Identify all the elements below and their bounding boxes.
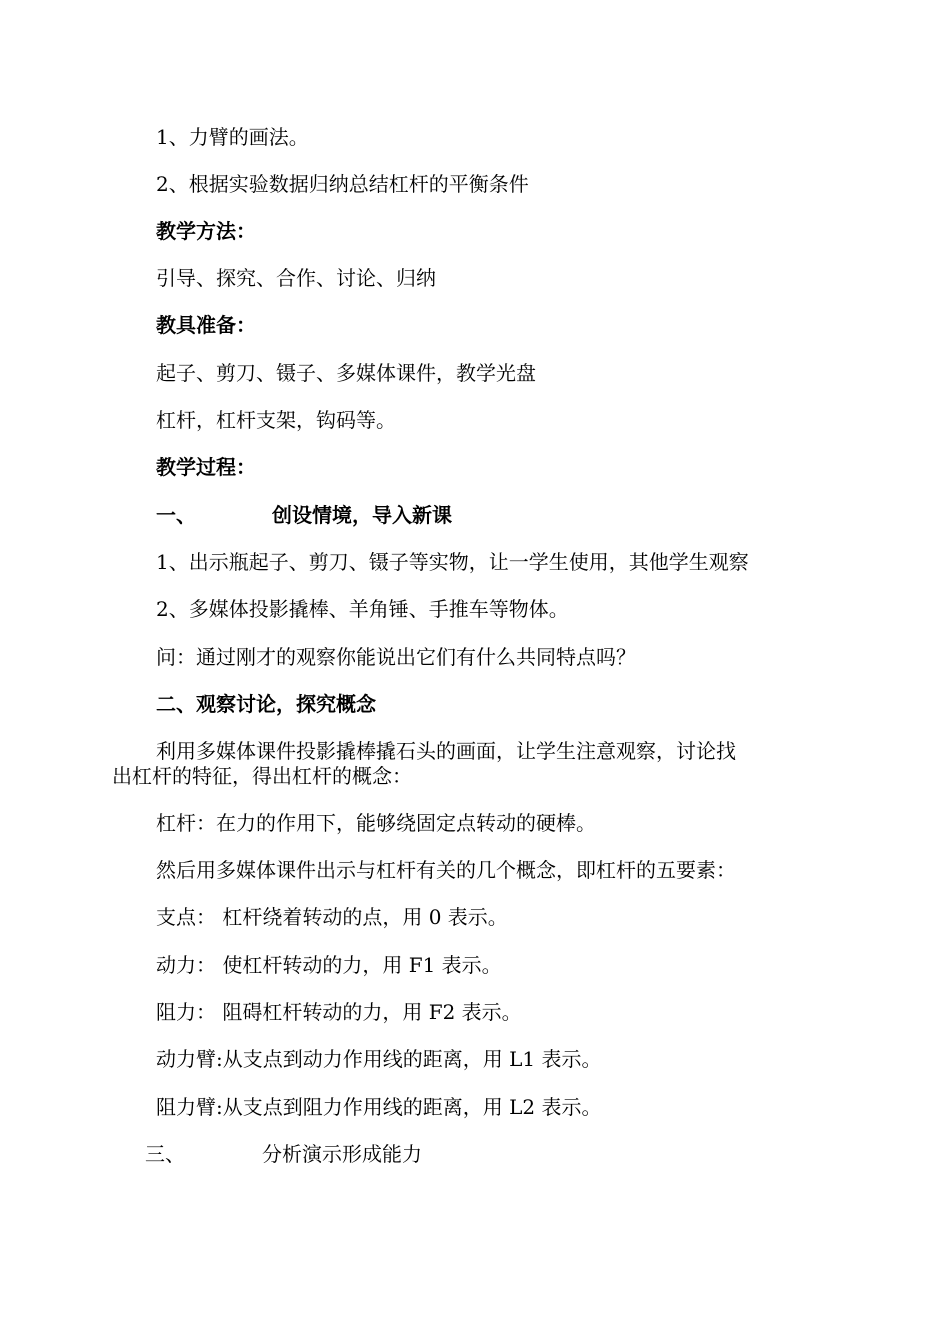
heading-teaching-aids: 教具准备： [156, 313, 256, 337]
paragraph-line-2: 出杠杆的特征，得出杠杆的概念： [112, 764, 412, 788]
text-line: 阻力臂:从支点到阻力作用线的距离，用 L2 表示。 [156, 1095, 602, 1119]
text-line: 动力臂:从支点到动力作用线的距离，用 L1 表示。 [156, 1047, 602, 1071]
section-one-number: 一、 [156, 503, 196, 527]
text-line: 2、根据实验数据归纳总结杠杆的平衡条件 [156, 172, 529, 196]
section-two-title: 二、观察讨论，探究概念 [156, 692, 376, 716]
section-three-title: 分析演示形成能力 [262, 1142, 422, 1166]
text-line: 支点： 杠杆绕着转动的点，用 0 表示。 [156, 905, 508, 929]
text-line: 1、力臂的画法。 [156, 125, 309, 149]
text-line: 杠杆：在力的作用下，能够绕固定点转动的硬棒。 [156, 811, 596, 835]
text-line: 阻力： 阻碍杠杆转动的力，用 F2 表示。 [156, 1000, 522, 1024]
text-line: 问：通过刚才的观察你能说出它们有什么共同特点吗？ [156, 645, 636, 669]
paragraph-line-1: 利用多媒体课件投影撬棒撬石头的画面，让学生注意观察，讨论找 [156, 739, 736, 763]
text-line: 2、多媒体投影撬棒、羊角锤、手推车等物体。 [156, 597, 569, 621]
section-three-number: 三、 [145, 1142, 185, 1166]
text-line: 引导、探究、合作、讨论、归纳 [156, 266, 436, 290]
text-line: 然后用多媒体课件出示与杠杆有关的几个概念，即杠杆的五要素： [156, 858, 736, 882]
text-line: 杠杆，杠杆支架，钩码等。 [156, 408, 396, 432]
text-line: 起子、剪刀、镊子、多媒体课件，教学光盘 [156, 361, 536, 385]
heading-teaching-method: 教学方法： [156, 219, 256, 243]
section-one-title: 创设情境，导入新课 [272, 503, 452, 527]
text-line: 动力： 使杠杆转动的力，用 F1 表示。 [156, 953, 502, 977]
text-line: 1、出示瓶起子、剪刀、镊子等实物，让一学生使用，其他学生观察 [156, 550, 749, 574]
heading-teaching-process: 教学过程： [156, 455, 256, 479]
